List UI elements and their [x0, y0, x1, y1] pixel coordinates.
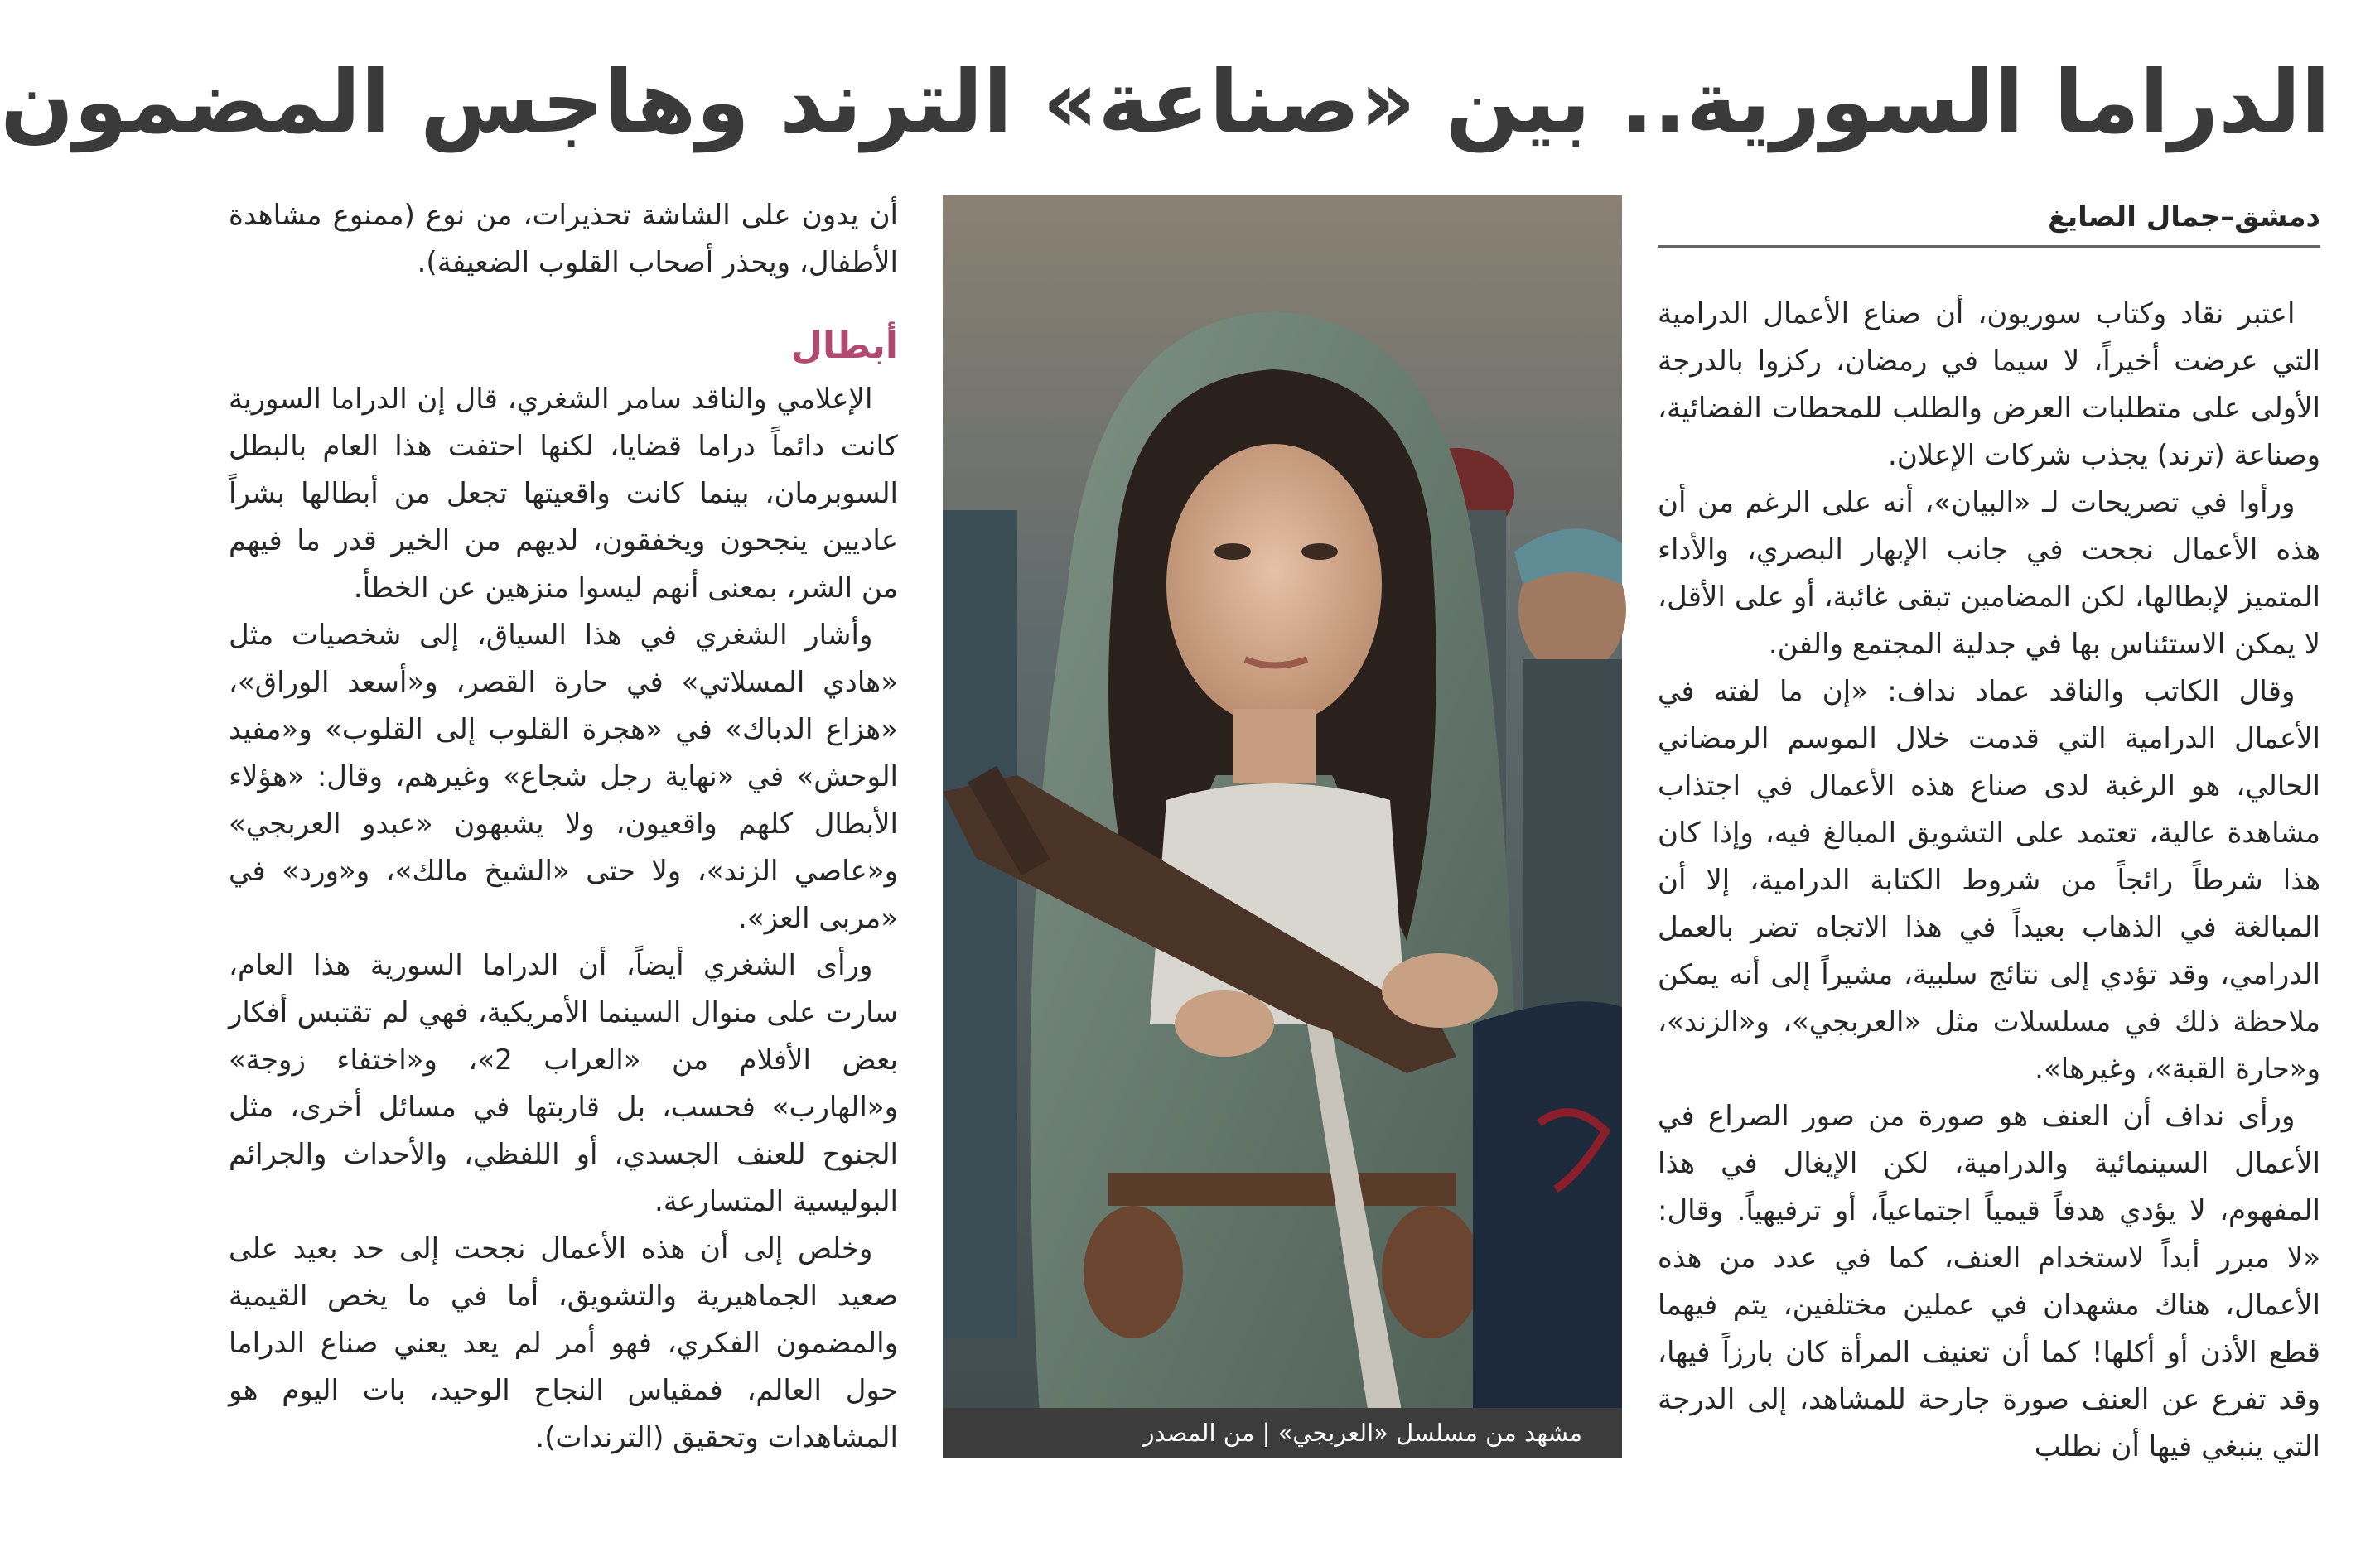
photo-illustration: [943, 195, 1622, 1458]
photo-caption: مشهد من مسلسل «العربجي» | من المصدر: [1142, 1419, 1582, 1447]
paragraph: ورأوا في تصريحات لـ «البيان»، أنه على الرغم من أن هذه الأعمال نجحت في جانب الإبهار البصري، والأداء المتميز لإبطالها، لكن المضامين تبقى غائبة، أو على الأقل، لا يمكن الاستئناس بها في جدلية المجتمع والفن.: [1658, 486, 2320, 661]
article-column-left: [229, 192, 898, 1468]
headline: الدراما السورية.. بين «صناعة» الترند وهاجس المضمون: [0, 51, 2330, 152]
paragraph: ورأى نداف أن العنف هو صورة من صور الصراع في الأعمال السينمائية والدرامية، لكن الإيغال في هذا المفهوم، لا يؤدي هدفاً قيمياً اجتماعياً، أو ترفيهياً. وقال: «لا مبرر أبداً لاستخدام العنف، كما في عدد من هذه الأعمال، هناك مشهدان في عملين مختلفين، يتم فيهما قطع الأذن أو أكلها! كما أن تعنيف المرأة كان بارزاً فيها، وقد تفرع عن العنف صورة جارحة للمشاهد، إلى الدرجة التي ينبغي فيها أن نطلب: [1658, 1100, 2320, 1463]
paragraph: وخلص إلى أن هذه الأعمال نجحت إلى حد بعيد على صعيد الجماهيرية والتشويق، أما في ما يخص القيمية والمضمون الفكري، فهو أمر لم يعد يعني صناع الدراما حول العالم، فمقياس النجاح الوحيد، بات اليوم هو المشاهدات وتحقيق (الترندات).: [229, 1232, 898, 1454]
article-column-right: [1658, 192, 2320, 1468]
paragraph: اعتبر نقاد وكتاب سوريون، أن صناع الأعمال الدرامية التي عرضت أخيراً، لا سيما في رمضان، ركزوا بالدرجة الأولى على متطلبات العرض والطلب للمحطات الفضائية، وصناعة (ترند) يجذب شركات الإعلان.: [1658, 297, 2320, 472]
paragraph: وقال الكاتب والناقد عماد نداف: «إن ما لفته في الأعمال الدرامية التي قدمت خلال الموسم الرمضاني الحالي، هو الرغبة لدى صناع هذه الأعمال في اجتذاب مشاهدة عالية، تعتمد على التشويق المبالغ فيه، وإذا كان هذا شرطاً رائجاً من شروط الكتابة الدرامية، إلا أن المبالغة في الذهاب بعيداً في هذا الاتجاه تضر بالعمل الدرامي، وقد تؤدي إلى نتائج سلبية، مشيراً إلى أنه يمكن ملاحظة ذلك في مسلسلات مثل «العربجي»، و«الزند»، و«حارة القبة»، وغيرها».: [1658, 675, 2320, 1086]
paragraph: ورأى الشغري أيضاً، أن الدراما السورية هذا العام، سارت على منوال السينما الأمريكية، فهي لم تقتبس أفكار بعض الأفلام من «العراب 2»، و«اختفاء زوجة» و«الهارب» فحسب، بل قاربتها في مسائل أخرى، مثل الجنوح للعنف الجسدي، أو اللفظي، والأحداث والجرائم البوليسية المتسارعة.: [229, 949, 898, 1218]
byline: دمشق–جمال الصايغ: [1658, 192, 2320, 248]
subheading: أبطال: [790, 325, 898, 367]
paragraph: وأشار الشغري في هذا السياق، إلى شخصيات مثل «هادي المسلاتي» في حارة القصر، و«أسعد الوراق»، «هزاع الدباك» في «هجرة القلوب إلى القلوب» و«مفيد الوحش» في «نهاية رجل شجاع» وغيرهم، وقال: «هؤلاء الأبطال كلهم واقعيون، ولا يشبهون «عبدو العربجي» و«عاصي الزند»، ولا حتى «الشيخ مالك»، و«ورد» في «مربى العز».: [229, 619, 898, 935]
paragraph: أن يدون على الشاشة تحذيرات، من نوع (ممنوع مشاهدة الأطفال، ويحذر أصحاب القلوب الضعيفة).: [229, 199, 898, 279]
paragraph: الإعلامي والناقد سامر الشغري، قال إن الدراما السورية كانت دائماً دراما قضايا، لكنها احتفت هذا العام بالبطل السوبرمان، بينما كانت واقعيتها تجعل من أبطالها بشراً عاديين ينجحون ويخفقون، لديهم من الخير قدر ما فيهم من الشر، بمعنى أنهم ليسوا منزهين عن الخطأ.: [229, 383, 898, 605]
article-photo: [943, 195, 1622, 1458]
photo-caption-bar: [943, 1408, 1622, 1458]
